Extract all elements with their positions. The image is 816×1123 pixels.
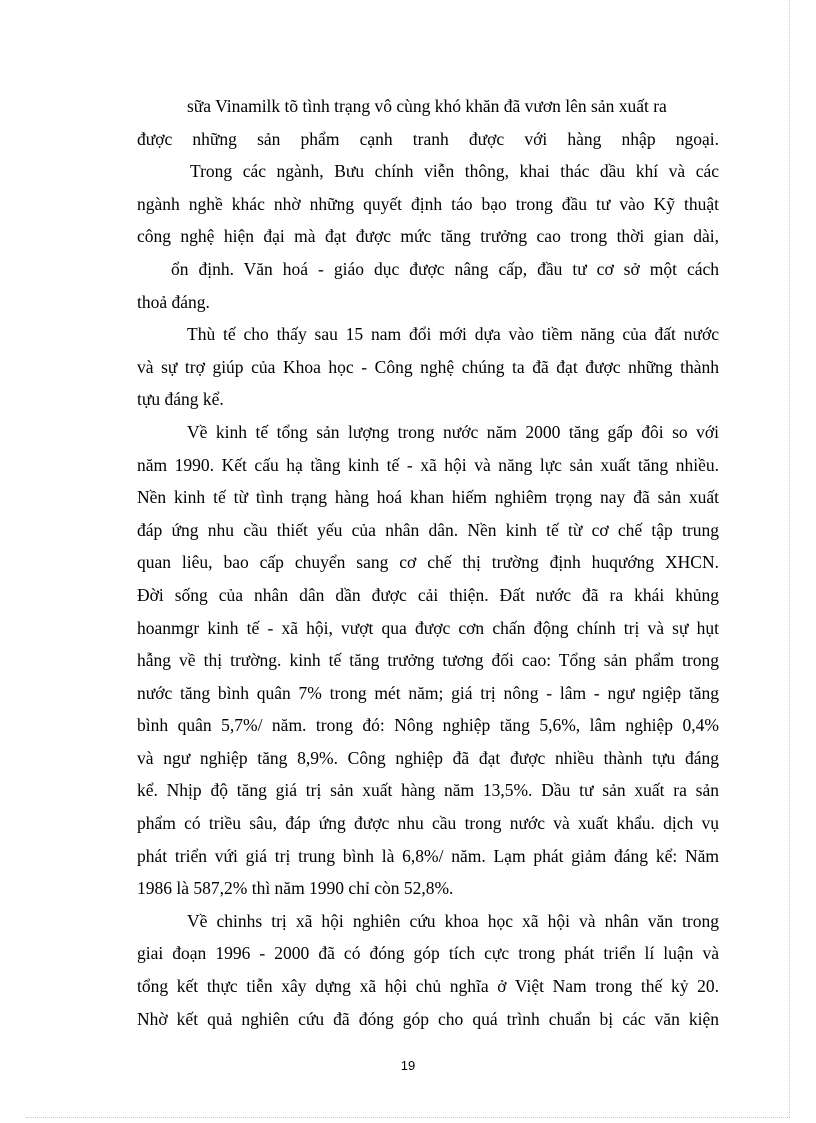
text-line: đáp ứng nhu cầu thiết yếu của nhân dân. Nền kinh tế từ cơ chế tập trung — [137, 519, 719, 540]
text-line: Về kinh tế tổng sản lượng trong nước năm 2000 tăng gấp đôi so với — [187, 421, 719, 442]
text-line: công nghệ hiện đại mà đạt được mức tăng trưởng cao trong thời gian dài, — [137, 226, 719, 247]
text-line: Nhờ kết quả nghiên cứu đã đóng góp cho quá trình chuẩn bị các văn kiện — [137, 1008, 719, 1029]
text-line: năm 1990. Kết cấu hạ tầng kinh tế - xã hội và năng lực sản xuất tăng nhiều. — [137, 454, 719, 475]
text-line: quan liêu, bao cấp chuyển sang cơ chế thị trường định huqướng XHCN. — [137, 552, 719, 573]
text-line: Đời sống của nhân dân dần được cải thiện. Đất nước đã ra khái khủng — [137, 584, 719, 605]
text-line: thoả đáng. — [137, 291, 210, 312]
text-line: Thù tế cho thấy sau 15 nam đổi mới dựa vào tiềm năng của đất nước — [187, 324, 719, 345]
text-line: Về chinhs trị xã hội nghiên cứu khoa học xã hội và nhân văn trong — [187, 910, 719, 931]
text-line: tổng kết thực tiễn xây dựng xã hội chủ nghĩa ở Việt Nam trong thế kỷ 20. — [137, 976, 719, 997]
text-line: Nền kinh tế từ tình trạng hàng hoá khan hiếm nghiêm trọng nay đã sản xuất — [137, 487, 719, 508]
text-line: hẫng về thị trường. kinh tế tăng trưởng tương đối cao: Tổng sản phẩm trong — [137, 650, 719, 671]
text-line: ngành nghề khác nhờ những quyết định táo bạo trong đầu tư vào Kỹ thuật — [137, 193, 719, 214]
text-line: kể. Nhịp độ tăng giá trị sản xuất hàng năm 13,5%. Dầu tư sản xuất ra sản — [137, 780, 719, 801]
text-line: phát triển vứi giá trị trung bình là 6,8%/ năm. Lạm phát giảm đáng kể: Năm — [137, 845, 719, 866]
text-line: 1986 là 587,2% thì năm 1990 chỉ còn 52,8%. — [137, 878, 454, 899]
text-line: phẩm có triều sâu, đáp ứng được nhu cầu trong nước và xuất khẩu. dịch vụ — [137, 813, 719, 834]
page-right-border — [789, 0, 790, 1117]
text-line: Trong các ngành, Bưu chính viễn thông, khai thác dầu khí và các — [190, 161, 719, 182]
text-line: bình quân 5,7%/ năm. trong đó: Nông nghiệp tăng 5,6%, lâm nghiệp 0,4% — [137, 715, 719, 736]
text-line: và ngư nghiệp tăng 8,9%. Công nghiệp đã đạt được nhiều thành tựu đáng — [137, 747, 719, 768]
text-line: sữa Vinamilk tõ tình trạng vô cùng khó khăn đã vươn lên sản xuất ra — [187, 96, 667, 116]
page-number: 19 — [400, 1058, 416, 1073]
text-line: tựu đáng kể. — [137, 389, 224, 410]
text-line: và sự trợ giúp của Khoa học - Công nghệ chúng ta đã đạt được những thành — [137, 356, 719, 377]
page-bottom-border — [26, 1117, 790, 1118]
text-line: nước tăng bình quân 7% trong mét năm; giá trị nông - lâm - ngư ngiệp tăng — [137, 682, 719, 703]
text-line: hoanmgr kinh tế - xã hội, vượt qua được cơn chấn động chính trị và sự hụt — [137, 617, 719, 638]
text-line: ổn định. Văn hoá - giáo dục được nâng cấp, đầu tư cơ sở một cách — [171, 258, 719, 279]
text-line: giai đoạn 1996 - 2000 đã có đóng góp tích cực trong phát triển lí luận và — [137, 943, 719, 964]
text-line: được những sản phẩm cạnh tranh được với hàng nhập ngoại. — [137, 128, 719, 149]
body-text — [137, 90, 719, 1035]
